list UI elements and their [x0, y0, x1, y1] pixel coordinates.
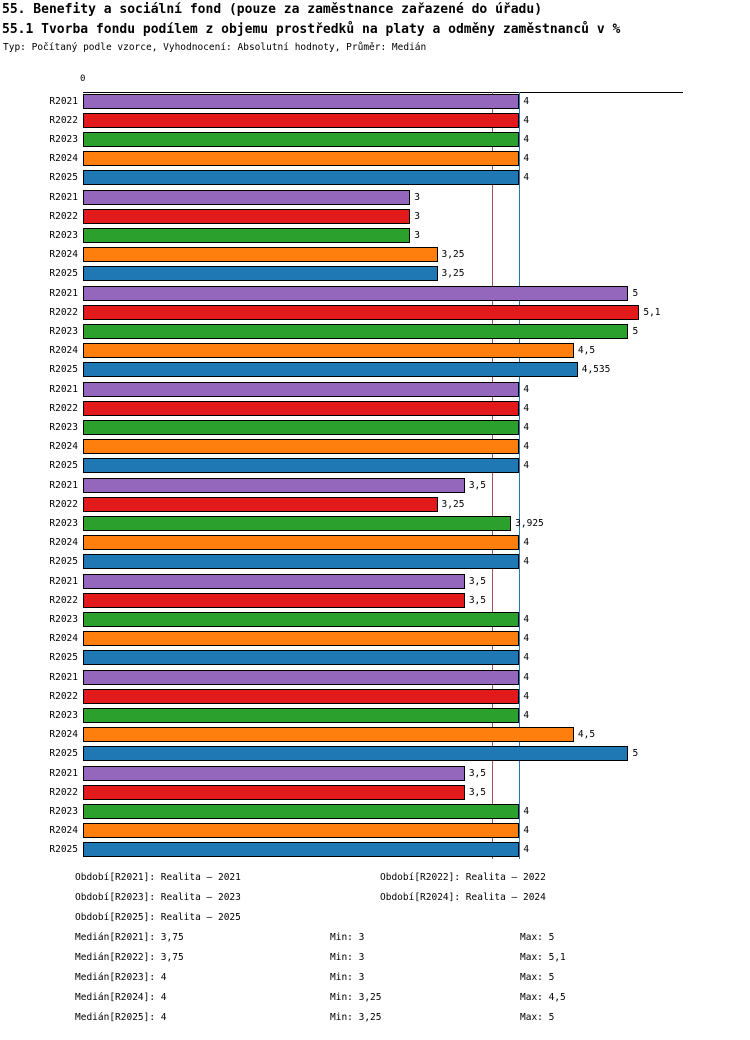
bar — [83, 132, 519, 147]
chart-subtitle: Typ: Počítaný podle vzorce, Vyhodnocení: Absolutní hodnoty, Průměr: Medián — [3, 42, 427, 53]
bar-group — [49, 476, 683, 572]
bar-group — [49, 572, 683, 668]
stat-median: Medián[R2025]: 4 — [75, 1012, 167, 1023]
stat-max: Max: 5 — [520, 1012, 555, 1023]
bar-row — [49, 821, 683, 840]
bar — [83, 727, 574, 742]
stat-min: Min: 3,25 — [330, 992, 382, 1003]
legend-entry: Období[R2021]: Realita – 2021 — [75, 872, 241, 883]
bar — [83, 362, 578, 377]
bar-chart-plot — [49, 92, 683, 859]
bar-row-label: R2023 — [49, 326, 78, 337]
stat-row — [75, 952, 735, 972]
bar-row — [49, 380, 683, 399]
bar-row-label: R2021 — [49, 480, 78, 491]
bar — [83, 190, 410, 205]
bar — [83, 593, 465, 608]
bar-row — [49, 495, 683, 514]
stat-row — [75, 1012, 735, 1032]
bar-row-label: R2021 — [49, 96, 78, 107]
bar-row-label: R2023 — [49, 806, 78, 817]
bar-value-label: 3 — [414, 211, 420, 222]
bar-row-label: R2023 — [49, 422, 78, 433]
bar-value-label: 3,5 — [468, 595, 486, 606]
bar — [83, 708, 519, 723]
stat-min: Min: 3 — [330, 932, 365, 943]
bar-value-label: 4,5 — [577, 345, 596, 356]
bar-value-label: 3 — [414, 230, 420, 241]
bar-row-label: R2025 — [49, 268, 78, 279]
bar — [83, 420, 519, 435]
bar-value-label: 3,25 — [441, 499, 465, 510]
bar-group — [49, 188, 683, 284]
stat-median: Medián[R2023]: 4 — [75, 972, 167, 983]
bar — [83, 804, 519, 819]
bar — [83, 612, 519, 627]
bar-value-label: 4 — [523, 403, 530, 414]
bar-row-label: R2024 — [49, 153, 78, 164]
bar-row-label: R2021 — [49, 288, 78, 299]
bar-value-label: 5 — [632, 748, 639, 759]
bar-row — [49, 840, 683, 859]
bar-value-label: 4 — [523, 153, 530, 164]
bar-row — [49, 188, 683, 207]
bar-value-label: 4 — [523, 115, 530, 126]
bar-row — [49, 533, 683, 552]
bar-value-label: 4 — [523, 710, 530, 721]
legend-entry: Období[R2024]: Realita – 2024 — [380, 892, 546, 903]
bar-row — [49, 111, 683, 130]
bar-row-label: R2022 — [49, 403, 78, 414]
bar-row — [49, 399, 683, 418]
bar-row-label: R2025 — [49, 172, 78, 183]
bar-row-label: R2023 — [49, 518, 78, 529]
bar-row — [49, 668, 683, 687]
bar-value-label: 3,5 — [468, 480, 486, 491]
legend — [75, 872, 735, 932]
bar-row — [49, 168, 683, 187]
bar-row-label: R2024 — [49, 537, 78, 548]
bar-value-label: 5 — [632, 326, 639, 337]
bar — [83, 631, 519, 646]
bar — [83, 842, 519, 857]
bar-row — [49, 591, 683, 610]
bar-group — [49, 764, 683, 859]
bar-row-label: R2023 — [49, 230, 78, 241]
bar-row — [49, 456, 683, 475]
bar-row — [49, 783, 683, 802]
bar-row — [49, 802, 683, 821]
stat-max: Max: 5 — [520, 932, 555, 943]
bar-row-label: R2022 — [49, 787, 78, 798]
bar-row — [49, 744, 683, 763]
stat-row — [75, 932, 735, 952]
bar-value-label: 4 — [523, 806, 530, 817]
bar-row — [49, 418, 683, 437]
bar-row — [49, 303, 683, 322]
stat-median: Medián[R2021]: 3,75 — [75, 932, 184, 943]
bar-row-label: R2021 — [49, 672, 78, 683]
bar-row — [49, 572, 683, 591]
bar-row — [49, 764, 683, 783]
stat-max: Max: 5,1 — [520, 952, 566, 963]
legend-entry: Období[R2022]: Realita – 2022 — [380, 872, 546, 883]
bar-row-label: R2022 — [49, 595, 78, 606]
page-title: 55. Benefity a sociální fond (pouze za zaměstnance zařazené do úřadu) — [2, 2, 543, 17]
bar-value-label: 4 — [523, 825, 530, 836]
stat-median: Medián[R2024]: 4 — [75, 992, 167, 1003]
bar — [83, 170, 519, 185]
bar-value-label: 4 — [523, 422, 530, 433]
bar — [83, 94, 519, 109]
bar-value-label: 4 — [523, 633, 530, 644]
bar-row-label: R2023 — [49, 614, 78, 625]
bar — [83, 689, 519, 704]
stat-min: Min: 3 — [330, 952, 365, 963]
bar-row-label: R2025 — [49, 844, 78, 855]
bar-row — [49, 725, 683, 744]
bar-value-label: 3,25 — [441, 249, 465, 260]
bar — [83, 209, 410, 224]
bar — [83, 458, 519, 473]
bar-row-label: R2022 — [49, 691, 78, 702]
bar-row — [49, 514, 683, 533]
stat-row — [75, 992, 735, 1012]
bar-value-label: 4,535 — [581, 364, 611, 375]
bar — [83, 670, 519, 685]
bar-value-label: 3,5 — [468, 576, 486, 587]
bar-value-label: 3,25 — [441, 268, 465, 279]
summary-statistics — [75, 932, 735, 1032]
chart-title: 55.1 Tvorba fondu podílem z objemu prostředků na platy a odměny zaměstnanců v % — [2, 22, 621, 37]
axis-zero-label: 0 — [80, 74, 86, 84]
bar — [83, 324, 628, 339]
bar-row-label: R2022 — [49, 115, 78, 126]
bar-row — [49, 149, 683, 168]
bar — [83, 247, 438, 262]
bar — [83, 497, 438, 512]
bar-row-label: R2021 — [49, 192, 78, 203]
bar-row-label: R2022 — [49, 307, 78, 318]
bar-value-label: 4 — [523, 537, 530, 548]
bar-value-label: 4 — [523, 96, 530, 107]
bar-row-label: R2025 — [49, 460, 78, 471]
bar — [83, 535, 519, 550]
bar-row-label: R2024 — [49, 441, 78, 452]
legend-entry: Období[R2025]: Realita – 2025 — [75, 912, 241, 923]
bar — [83, 650, 519, 665]
stat-max: Max: 4,5 — [520, 992, 566, 1003]
bar-row — [49, 207, 683, 226]
bar-value-label: 4,5 — [577, 729, 596, 740]
bar-value-label: 4 — [523, 614, 530, 625]
bar — [83, 516, 511, 531]
bar-value-label: 4 — [523, 652, 530, 663]
bar — [83, 343, 574, 358]
bar-group — [49, 92, 683, 188]
bar-value-label: 4 — [523, 441, 530, 452]
bar — [83, 766, 465, 781]
bar-row-label: R2024 — [49, 249, 78, 260]
bar-row-label: R2024 — [49, 345, 78, 356]
bar-value-label: 4 — [523, 460, 530, 471]
bar-value-label: 3,5 — [468, 768, 486, 779]
bar-row — [49, 92, 683, 111]
bar-row — [49, 360, 683, 379]
bar-row — [49, 322, 683, 341]
bar-row-label: R2021 — [49, 384, 78, 395]
bar-row-label: R2025 — [49, 556, 78, 567]
bar-value-label: 4 — [523, 384, 530, 395]
bar-row — [49, 341, 683, 360]
bar-row-label: R2025 — [49, 748, 78, 759]
bar — [83, 305, 639, 320]
bar-value-label: 4 — [523, 844, 530, 855]
bar — [83, 382, 519, 397]
bar — [83, 286, 628, 301]
bar — [83, 746, 628, 761]
legend-row — [75, 892, 735, 912]
bar — [83, 228, 410, 243]
bar-row-label: R2021 — [49, 576, 78, 587]
bar-row — [49, 629, 683, 648]
stat-max: Max: 5 — [520, 972, 555, 983]
bar-row-label: R2021 — [49, 768, 78, 779]
bar — [83, 478, 465, 493]
bar-row — [49, 610, 683, 629]
stat-min: Min: 3,25 — [330, 1012, 382, 1023]
legend-entry: Období[R2023]: Realita – 2023 — [75, 892, 241, 903]
bar-group — [49, 380, 683, 476]
bar — [83, 785, 465, 800]
bar-value-label: 3 — [414, 192, 420, 203]
bar-row-label: R2024 — [49, 633, 78, 644]
bar — [83, 439, 519, 454]
bar-row — [49, 245, 683, 264]
bar-row — [49, 706, 683, 725]
bar-value-label: 5 — [632, 288, 639, 299]
bar-row-label: R2022 — [49, 499, 78, 510]
bar-group — [49, 284, 683, 380]
bar-value-label: 4 — [523, 172, 530, 183]
bar-row — [49, 552, 683, 571]
bar — [83, 574, 465, 589]
bar-row-label: R2023 — [49, 134, 78, 145]
stat-median: Medián[R2022]: 3,75 — [75, 952, 184, 963]
stat-row — [75, 972, 735, 992]
bar-row-label: R2022 — [49, 211, 78, 222]
bar-row — [49, 130, 683, 149]
bar-group — [49, 668, 683, 764]
bar-row-label: R2024 — [49, 729, 78, 740]
bar-value-label: 4 — [523, 134, 530, 145]
bar-row — [49, 226, 683, 245]
legend-row — [75, 872, 735, 892]
bar-value-label: 3,925 — [515, 518, 544, 529]
bar-value-label: 4 — [523, 556, 530, 567]
bar — [83, 401, 519, 416]
bar-value-label: 5,1 — [643, 307, 661, 318]
bar-row — [49, 687, 683, 706]
bar — [83, 266, 438, 281]
bar-row-label: R2023 — [49, 710, 78, 721]
bar-row-label: R2025 — [49, 364, 78, 375]
legend-row — [75, 912, 735, 932]
bar — [83, 823, 519, 838]
bar — [83, 151, 519, 166]
bar-row — [49, 648, 683, 667]
bar — [83, 113, 519, 128]
bar-row — [49, 284, 683, 303]
stat-min: Min: 3 — [330, 972, 365, 983]
bar-value-label: 4 — [523, 691, 530, 702]
bar-value-label: 3,5 — [468, 787, 486, 798]
bar-row — [49, 476, 683, 495]
bar-value-label: 4 — [523, 672, 530, 683]
bar-row-label: R2025 — [49, 652, 78, 663]
bar-row-label: R2024 — [49, 825, 78, 836]
bar-row — [49, 437, 683, 456]
bar — [83, 554, 519, 569]
bar-row — [49, 264, 683, 283]
